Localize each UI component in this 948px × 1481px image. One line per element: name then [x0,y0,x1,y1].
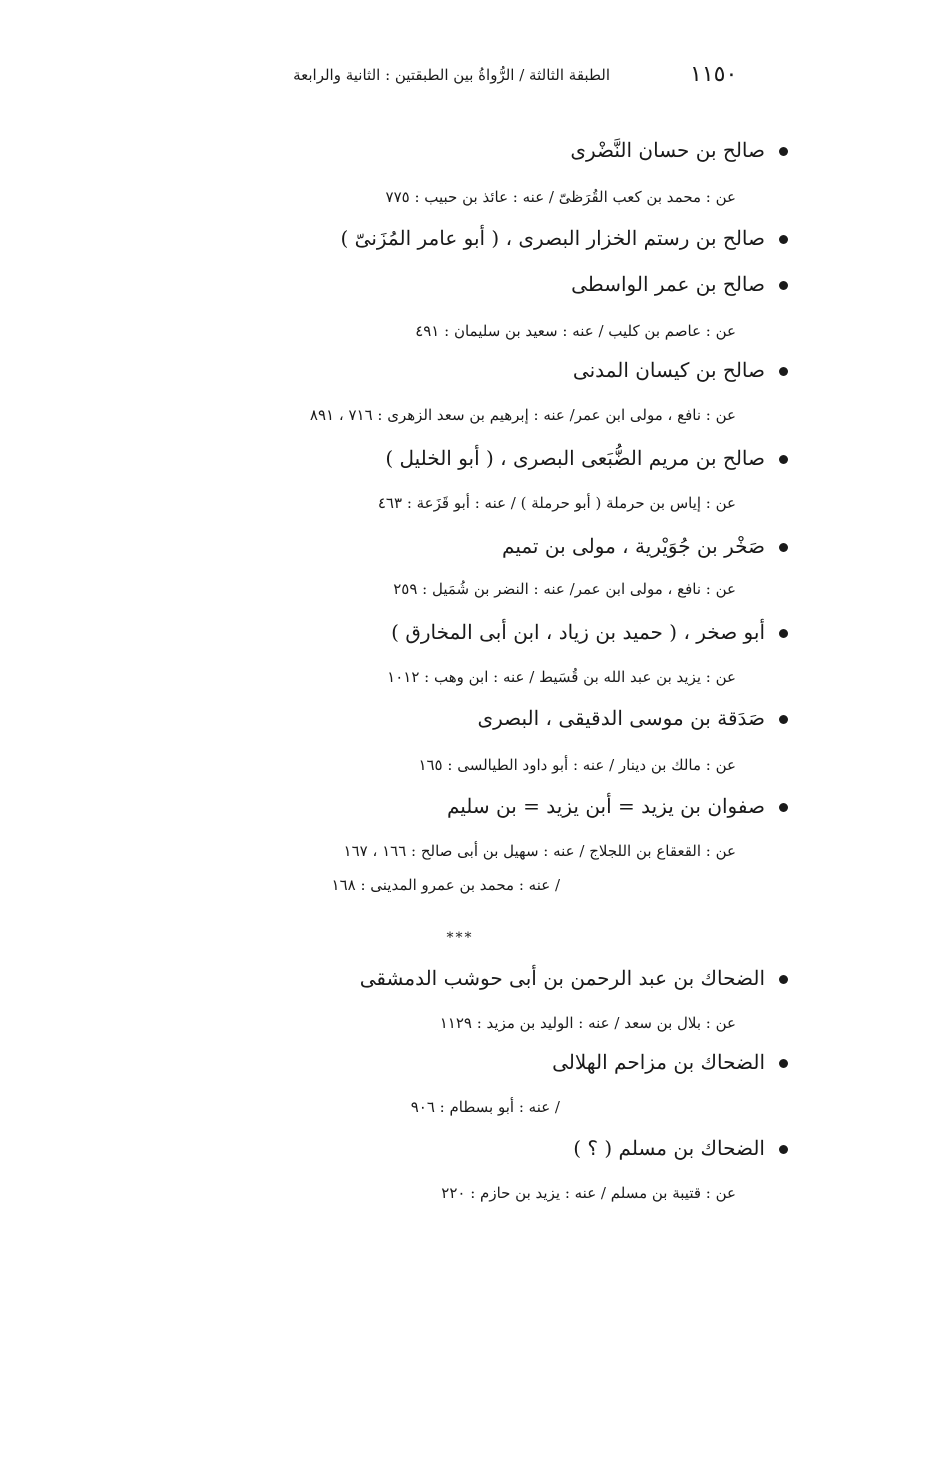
bullet-icon [779,235,788,244]
transmission-line: عن : مالك بن دينار / عنه : أبو داود الطيالسى : ١٦٥ [418,756,736,774]
transmission-line: عن : نافع ، مولى ابن عمر/ عنه : إبرهيم بن سعد الزهرى : ٧١٦ ، ٨٩١ [309,406,736,424]
bullet-icon [779,1145,788,1154]
narrator-name: صَخْر بن جُوَيْرية ، مولى بن تميم [502,534,765,558]
narrator-name: صفوان بن يزيد = أبن يزيد = بن سليم [446,794,765,818]
narrator-entry [573,1136,788,1160]
bullet-icon [779,629,788,638]
narrator-entry [477,706,788,730]
narrator-name: صالح بن عمر الواسطى [571,272,765,296]
transmission-line: عن : نافع ، مولى ابن عمر/ عنه : النضر بن شُمَيل : ٢٥٩ [393,580,736,598]
transmission-line: عن : القعقاع بن اللجلاج / عنه : سهيل بن أبى صالح : ١٦٦ ، ١٦٧ [343,842,736,860]
narrator-entry [340,226,788,250]
running-header: الطبقة الثالثة / الرُّواةُ بين الطبقتين : الثانية والرابعة [293,66,610,84]
page-number: ١١٥٠ [690,62,738,87]
narrator-entry [360,966,788,990]
section-separator: *** [446,930,474,946]
transmission-line: / عنه : محمد بن عمرو المدينى : ١٦٨ [331,876,560,894]
bullet-icon [779,281,788,290]
narrator-entry [502,534,788,558]
transmission-line: عن : إياس بن حرملة ( أبو حرملة ) / عنه : أبو قَزَعة : ٤٦٣ [377,494,736,512]
narrator-name: صالح بن حسان النَّضْرى [570,138,765,162]
bullet-icon [779,975,788,984]
bullet-icon [779,1059,788,1068]
transmission-line: عن : محمد بن كعب القُرَظىّ / عنه : عائذ بن حبيب : ٧٧٥ [385,188,736,206]
narrator-name: صالح بن مريم الضُّبَعى البصرى ، ( أبو الخليل ) [385,446,765,470]
narrator-name: صَدَقة بن موسى الدقيقى ، البصرى [477,706,765,730]
bullet-icon [779,543,788,552]
narrator-entry [571,272,788,296]
bullet-icon [779,147,788,156]
transmission-line: عن : يزيد بن عبد الله بن قُسَيط / عنه : ابن وهب : ١٠١٢ [387,668,736,686]
narrator-entry [385,446,788,470]
narrator-entry [391,620,788,644]
narrator-entry [447,794,788,818]
transmission-line: / عنه : أبو بسطام : ٩٠٦ [410,1098,560,1116]
bullet-icon [779,367,788,376]
narrator-name: الضحاك بن مسلم ( ؟ ) [573,1136,765,1160]
bullet-icon [779,455,788,464]
bullet-icon [779,803,788,812]
narrator-name: الضحاك بن عبد الرحمن بن أبى حوشب الدمشقى [359,966,765,990]
narrator-entry [573,358,788,382]
transmission-line: عن : قتيبة بن مسلم / عنه : يزيد بن حازم : ٢٢٠ [441,1184,736,1202]
narrator-entry [570,138,788,162]
transmission-line: عن : بلال بن سعد / عنه : الوليد بن مزيد : ١١٢٩ [439,1014,736,1032]
narrator-name: أبو صخر ، ( حميد بن زياد ، ابن أبى المخارق ) [391,620,765,644]
narrator-name: صالح بن كيسان المدنى [572,358,765,382]
bullet-icon [779,715,788,724]
narrator-name: الضحاك بن مزاحم الهلالى [552,1050,765,1074]
narrator-entry [552,1050,788,1074]
narrator-name: صالح بن رستم الخزار البصرى ، ( أبو عامر المُزَنىّ ) [340,226,765,250]
transmission-line: عن : عاصم بن كليب / عنه : سعيد بن سليمان : ٤٩١ [415,322,736,340]
